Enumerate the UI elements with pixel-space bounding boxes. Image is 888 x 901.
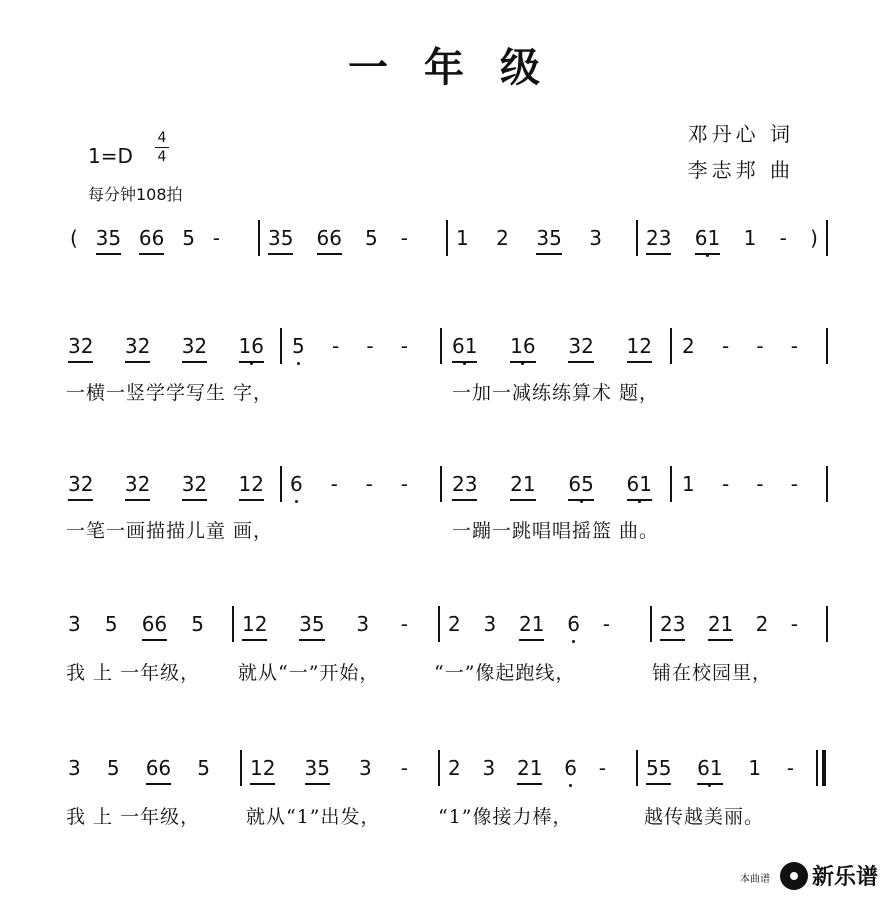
note: -: [400, 756, 408, 780]
note: 12: [627, 334, 652, 363]
note: 23: [452, 472, 477, 501]
note: 35: [268, 226, 293, 255]
note: 35: [299, 612, 324, 641]
barline: [670, 328, 672, 364]
measure: [268, 226, 408, 256]
measure: [68, 472, 264, 502]
lyric-phrase: 一笔一画描描儿童 画，: [66, 520, 274, 542]
note: 1: [682, 472, 695, 496]
barline: [446, 220, 448, 256]
note: 23: [646, 226, 671, 255]
time-signature: [155, 130, 169, 165]
notation-row-3: [0, 472, 888, 502]
lyric-phrase: 我 上 一年级，: [66, 662, 201, 684]
note: 35: [536, 226, 561, 255]
note: 16: [510, 334, 535, 363]
note: 5: [292, 334, 305, 361]
note: -: [331, 334, 340, 358]
note: 2: [496, 226, 509, 250]
note: 1: [748, 756, 762, 780]
measure: [682, 334, 798, 364]
note: 3: [68, 756, 81, 780]
watermark-caption: 本曲谱: [740, 874, 770, 885]
measure: [448, 756, 606, 786]
note: 5: [197, 756, 210, 780]
notation-row-2: [0, 334, 888, 364]
barline: [826, 606, 828, 642]
note: -: [400, 472, 408, 496]
note: ): [810, 226, 818, 250]
measure: [646, 226, 818, 256]
note: 21: [519, 612, 544, 641]
time-sig-bottom: 4: [157, 149, 167, 165]
barline: [232, 606, 234, 642]
note: 12: [242, 612, 267, 641]
barline: [280, 466, 282, 502]
note: 6: [564, 756, 577, 783]
note: 6: [290, 472, 303, 499]
note: -: [779, 226, 787, 250]
note: -: [400, 612, 408, 636]
lyrics-row-2: [0, 378, 888, 404]
measure: [68, 334, 264, 364]
barline: [650, 606, 652, 642]
barline: [440, 328, 442, 364]
final-barline-thin: [816, 750, 818, 786]
final-barline-thick: [822, 750, 826, 786]
barline: [826, 328, 828, 364]
note: 35: [96, 226, 121, 255]
barline: [440, 466, 442, 502]
note: 61: [627, 472, 652, 501]
note: -: [212, 226, 220, 250]
note: -: [400, 334, 408, 358]
measure: [660, 612, 798, 642]
record-disc-icon: [780, 862, 808, 890]
note: 5: [182, 226, 195, 250]
lyricist-credit: 邓丹心 词: [687, 122, 794, 146]
note: 3: [68, 612, 81, 636]
key-signature: 1=D: [88, 144, 133, 168]
site-logo: [780, 860, 878, 891]
note: 66: [139, 226, 164, 255]
note: 32: [182, 334, 207, 363]
note: 5: [106, 756, 120, 780]
note: 61: [452, 334, 477, 363]
measure: [682, 472, 798, 502]
lyric-phrase: 一横一竖学学写生 字，: [66, 382, 274, 404]
notation-row-4: [0, 612, 888, 642]
note: 3: [359, 756, 372, 780]
note: -: [330, 472, 338, 496]
note: 5: [365, 226, 378, 250]
lyric-phrase: “一”像起跑线，: [434, 662, 576, 684]
note: 35: [305, 756, 330, 785]
note: 21: [517, 756, 542, 785]
note: (: [70, 226, 78, 250]
tempo-marking: 每分钟108拍: [88, 185, 183, 204]
note: -: [756, 472, 764, 496]
note: 5: [191, 612, 204, 636]
measure: [646, 756, 794, 786]
note: 1: [743, 226, 757, 250]
note: -: [400, 226, 408, 250]
notation-row-5: [0, 756, 888, 786]
note: 32: [182, 472, 207, 501]
measure: [70, 226, 220, 256]
barline: [280, 328, 282, 364]
barline: [438, 750, 440, 786]
barline: [826, 466, 828, 502]
note: 3: [589, 226, 602, 250]
note: 21: [708, 612, 733, 641]
note: -: [598, 756, 606, 780]
measure: [250, 756, 408, 786]
note: -: [790, 334, 798, 358]
measure: [452, 334, 652, 364]
note: 65: [568, 472, 593, 501]
site-logo-text: 新乐谱: [811, 865, 878, 890]
lyric-phrase: 一蹦一跳唱唱摇篮 曲。: [452, 520, 660, 542]
note: 32: [68, 472, 93, 501]
barline: [826, 220, 828, 256]
note: 16: [239, 334, 264, 363]
time-sig-top: 4: [157, 130, 167, 146]
lyrics-row-5: [0, 802, 888, 828]
barline: [636, 220, 638, 256]
note: -: [790, 612, 798, 636]
note: 5: [104, 612, 118, 636]
note: -: [366, 334, 374, 358]
note: 21: [510, 472, 535, 501]
note: 12: [250, 756, 275, 785]
song-title: 一年级: [348, 45, 576, 91]
barline: [438, 606, 440, 642]
measure: [68, 612, 204, 642]
lyric-phrase: 铺在校园里，: [652, 662, 773, 684]
barline: [636, 750, 638, 786]
note: 61: [695, 226, 720, 255]
note: 66: [142, 612, 167, 641]
barline: [670, 466, 672, 502]
note: 32: [125, 334, 150, 363]
note: -: [786, 756, 794, 780]
note: 61: [697, 756, 722, 785]
note: 66: [317, 226, 342, 255]
note: 2: [448, 756, 461, 780]
note: 2: [682, 334, 695, 358]
lyrics-row-4: [0, 658, 888, 684]
lyric-phrase: 就从“1”出发，: [246, 806, 381, 828]
note: 32: [125, 472, 150, 501]
measure: [292, 334, 408, 364]
lyric-phrase: 一加一减练练算术 题，: [452, 382, 660, 404]
measure: [290, 472, 408, 502]
note: 12: [239, 472, 264, 501]
measure: [452, 472, 652, 502]
note: 2: [448, 612, 461, 636]
barline: [258, 220, 260, 256]
note: 3: [356, 612, 370, 636]
lyrics-row-3: [0, 516, 888, 542]
note: 1: [456, 226, 469, 250]
note: 2: [755, 612, 769, 636]
note: 3: [482, 756, 496, 780]
note: 3: [483, 612, 497, 636]
lyric-phrase: 就从“一”开始，: [238, 662, 380, 684]
composer-credit: 李志邦 曲: [687, 158, 794, 182]
note: -: [790, 472, 798, 496]
barline: [240, 750, 242, 786]
note: -: [721, 472, 730, 496]
notation-row-1: [0, 226, 888, 256]
lyric-phrase: 越传越美丽。: [644, 806, 765, 828]
measure: [448, 612, 610, 642]
note: 6: [567, 612, 580, 639]
note: -: [365, 472, 373, 496]
measure: [456, 226, 602, 256]
note: -: [756, 334, 764, 358]
lyric-phrase: “1”像接力棒，: [438, 806, 573, 828]
note: -: [721, 334, 730, 358]
lyric-phrase: 我 上 一年级，: [66, 806, 201, 828]
measure: [242, 612, 408, 642]
note: -: [602, 612, 610, 636]
measure: [68, 756, 210, 786]
note: 55: [646, 756, 671, 785]
note: 23: [660, 612, 685, 641]
note: 32: [68, 334, 93, 363]
note: 32: [568, 334, 593, 363]
note: 66: [146, 756, 171, 785]
